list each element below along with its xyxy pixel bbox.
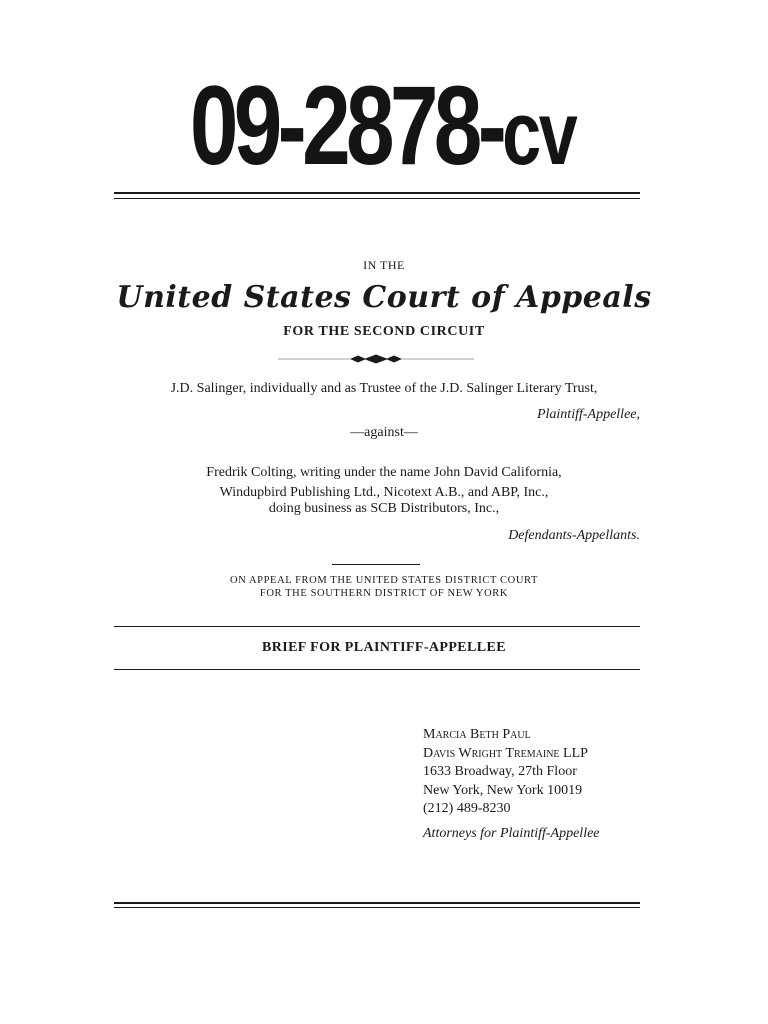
appeal-line-2: FOR THE SOUTHERN DISTRICT OF NEW YORK xyxy=(259,588,509,599)
ornament-divider xyxy=(278,352,474,366)
short-rule xyxy=(332,564,420,565)
plaintiff-role: Plaintiff-Appellee, xyxy=(536,407,640,422)
circuit-name: FOR THE SECOND CIRCUIT xyxy=(283,324,485,339)
defendant-role: Defendants-Appellants. xyxy=(508,528,640,543)
bottom-rule-thick xyxy=(114,902,640,904)
attorney-block xyxy=(423,726,600,843)
docket-number-suffix: cv xyxy=(502,84,576,184)
brief-title: BRIEF FOR PLAINTIFF-APPELLEE xyxy=(261,640,507,655)
defendant-line-2: Windupbird Publishing Ltd., Nicotext A.B., and ABP, Inc., xyxy=(219,485,549,500)
attorney-role: Attorneys for Plaintiff-Appellee xyxy=(423,825,600,841)
appeal-line-1: ON APPEAL FROM THE UNITED STATES DISTRICT COURT xyxy=(229,575,538,586)
attorney-address-2: New York, New York 10019 xyxy=(423,782,583,798)
attorney-phone: (212) 489-8230 xyxy=(423,801,511,816)
attorney-name: Marcia Beth Paul xyxy=(423,727,531,742)
top-rule-thin xyxy=(114,198,640,199)
brief-rule-top xyxy=(114,626,640,627)
defendant-line-3: doing business as SCB Distributors, Inc., xyxy=(268,501,500,516)
brief-rule-bottom xyxy=(114,669,640,670)
attorney-address-1: 1633 Broadway, 27th Floor xyxy=(423,764,577,779)
court-name: United States Court of Appeals xyxy=(116,280,652,315)
bottom-rule-thin xyxy=(114,907,640,908)
in-the-label: IN THE xyxy=(363,258,405,272)
docket-number-main: 09-2878- xyxy=(189,63,503,188)
against-label: —against— xyxy=(350,425,418,440)
top-rule-thick xyxy=(114,192,640,194)
docket-number xyxy=(83,63,682,188)
attorney-firm: Davis Wright Tremaine LLP xyxy=(423,745,588,761)
plaintiff-line: J.D. Salinger, individually and as Trustee of the J.D. Salinger Literary Trust, xyxy=(170,381,598,396)
defendant-line-1: Fredrik Colting, writing under the name John David California, xyxy=(206,465,562,480)
